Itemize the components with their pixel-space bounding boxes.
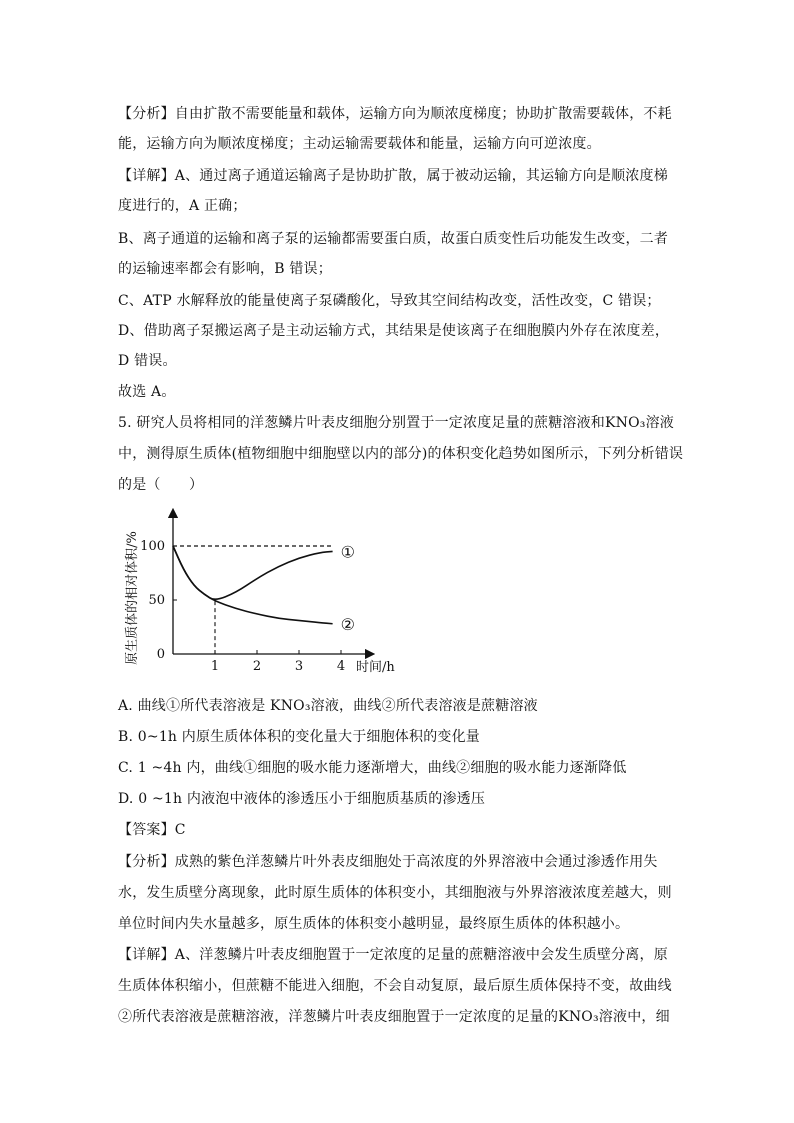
detail2-line-2: 生质体体积缩小，但蔗糖不能进入细胞，不会自动复原，最后原生质体保持不变，故曲线 [118,978,672,994]
question-line-2: 中，测得原生质体(植物细胞中细胞壁以内的部分)的体积变化趋势如图所示，下列分析错误 [118,446,684,462]
x-axis-label: 时间/h [356,660,395,675]
detail-line-7: D 错误。 [118,353,177,369]
analysis2-line-3: 单位时间内失水量越多，原生质体的体积变小越明显，最终原生质体的体积越小。 [118,916,630,932]
analysis2-line-2: 水，发生质壁分离现象，此时原生质体的体积变小，其细胞液与外界溶液浓度差越大，则 [118,885,672,901]
question-line-3: 的是（ ） [118,477,204,493]
series-label-1: ① [340,542,355,562]
detail-line-4: 的运输速率都会有影响，B 错误； [118,261,332,277]
conclusion-line: 故选 A。 [118,384,176,400]
option-b: B. 0~1h 内原生质体体积的变化量大于细胞体积的变化量 [118,729,480,745]
detail-line-3: B、离子通道的运输和离子泵的运输都需要蛋白质，故蛋白质变性后功能发生改变，二者 [118,231,669,247]
y-tick-label: 50 [148,593,165,608]
answer-line: 【答案】C [118,822,186,838]
y-tick-label: 100 [140,539,165,554]
detail-line-2: 度进行的，A 正确； [118,198,247,214]
detail2-line-3: ②所代表溶液是蔗糖溶液，洋葱鳞片叶表皮细胞置于一定浓度的足量的KNO₃溶液中，细 [118,1009,670,1025]
option-d: D. 0 ~1h 内液泡中液体的渗透压小于细胞质基质的渗透压 [118,791,486,807]
question-line-1: 5. 研究人员将相同的洋葱鳞片叶表皮细胞分别置于一定浓度足量的蔗糖溶液和KNO₃溶液 [118,415,675,431]
volume-chart [118,508,398,688]
detail-line-5: C、ATP 水解释放的能量使离子泵磷酸化，导致其空间结构改变，活性改变，C 错误； [118,293,661,309]
x-tick-label: 1 [210,659,220,674]
y-axis-label: 原生质体的相对体积/% [125,531,140,665]
series-line-2 [173,546,333,624]
detail-line-6: D、借助离子泵搬运离子是主动运输方式，其结果是使该离子在细胞膜内外存在浓度差， [118,323,670,339]
series-line-1 [173,546,333,599]
x-tick-label: 4 [336,659,346,674]
option-c: C. 1 ~4h 内，曲线①细胞的吸水能力逐渐增大，曲线②细胞的吸水能力逐渐降低 [118,760,627,776]
detail2-line-1: 【详解】A、洋葱鳞片叶表皮细胞置于一定浓度的足量的蔗糖溶液中会发生质壁分离，原 [118,947,668,963]
x-tick-label: 2 [252,659,262,674]
y-tick-label: 0 [156,647,165,662]
option-a: A. 曲线①所代表溶液是 KNO₃溶液，曲线②所代表溶液是蔗糖溶液 [118,698,538,714]
series-label-2: ② [340,614,355,634]
analysis2-line-1: 【分析】成熟的紫色洋葱鳞片叶外表皮细胞处于高浓度的外界溶液中会通过渗透作用失 [118,854,658,870]
detail-line-1: 【详解】A、通过离子通道运输离子是协助扩散，属于被动运输，其运输方向是顺浓度梯 [118,168,668,184]
analysis-line-2: 能，运输方向为顺浓度梯度；主动运输需要载体和能量，运输方向可逆浓度。 [118,136,601,152]
analysis-line-1: 【分析】自由扩散不需要能量和载体，运输方向为顺浓度梯度；协助扩散需要载体，不耗 [118,106,672,122]
x-tick-label: 3 [294,659,304,674]
